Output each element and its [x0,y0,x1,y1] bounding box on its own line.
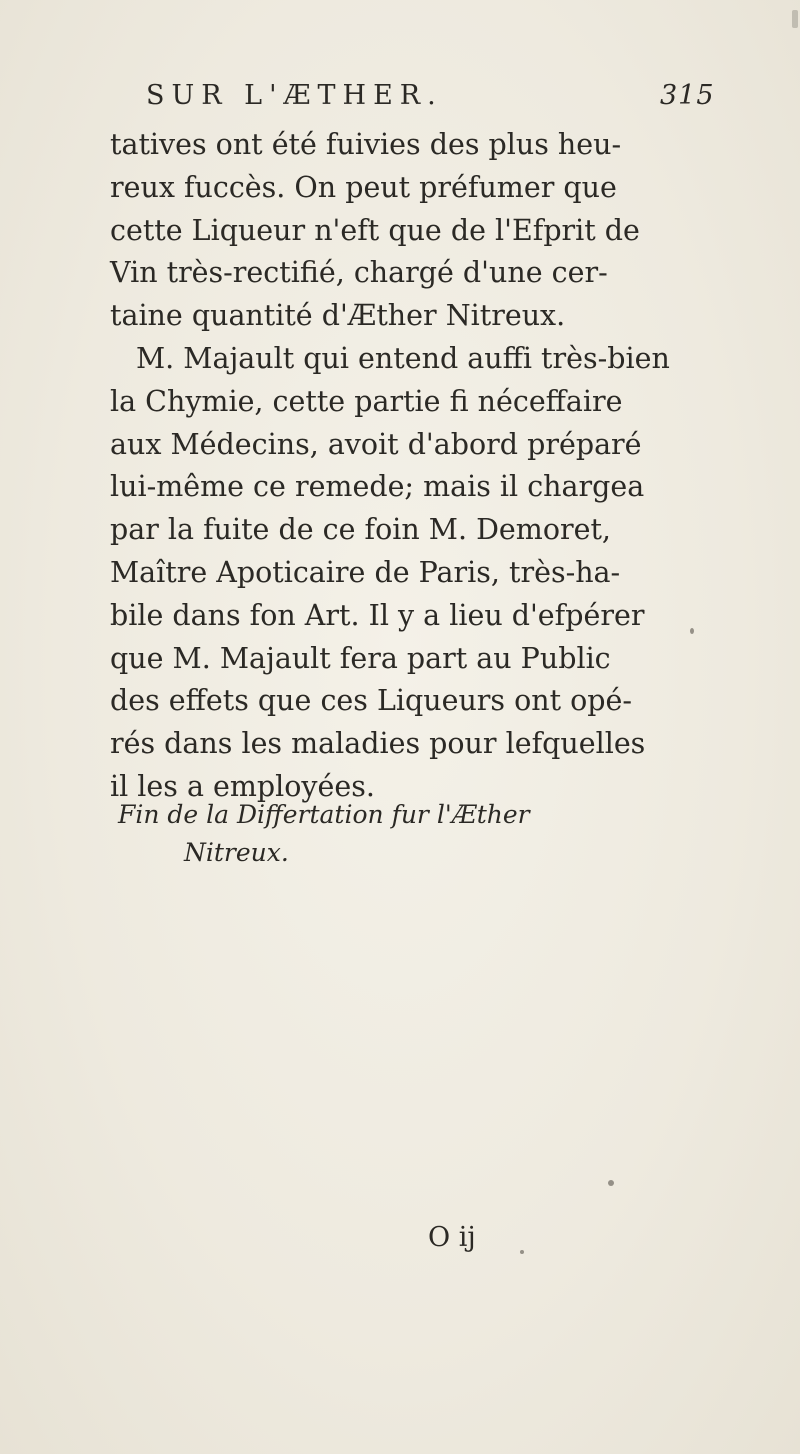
text-line: que M. Majault fera part au Public [110,641,611,675]
colophon-line: Nitreux. [184,838,289,867]
running-head-title: SUR L'ÆTHER. [146,80,443,111]
text-line: Vin très-rectifié, chargé d'une cer- [110,256,608,290]
text-line: tatives ont été fuivies des plus heu- [110,128,622,161]
running-head [146,80,715,120]
text-line: Maître Apoticaire de Paris, très-ha- [110,555,621,589]
body-text [110,124,730,809]
text-line: reux fuccès. On peut préfumer que [110,170,617,204]
text-line: lui-même ce remede; mais il chargea [110,470,645,504]
text-line: des effets que ces Liqueurs ont opé- [110,684,633,718]
text-line: taine quantité d'Æther Nitreux. [110,299,566,333]
text-line: aux Médecins, avoit d'abord préparé [110,427,642,461]
paper-speck [520,1250,524,1254]
text-line: la Chymie, cette partie fi néceffaire [110,384,623,418]
paper-speck [690,628,694,634]
text-line: par la fuite de ce foin M. Demoret, [110,513,611,547]
paper-speck [792,10,798,28]
signature-mark: O ij [428,1222,476,1253]
colophon [118,796,678,872]
text-line: M. Majault qui entend auffi très-bien [136,341,670,375]
page-number: 315 [660,80,715,111]
text-line: bile dans fon Art. Il y a lieu d'efpérer [110,598,645,632]
text-line: il les a employées. [110,769,375,803]
text-line: rés dans les maladies pour lefquelles [110,727,646,761]
paper-speck [608,1180,614,1186]
colophon-line: Fin de la Differtation fur l'Æther [118,800,530,829]
text-line: cette Liqueur n'eft que de l'Efprit de [110,213,640,247]
